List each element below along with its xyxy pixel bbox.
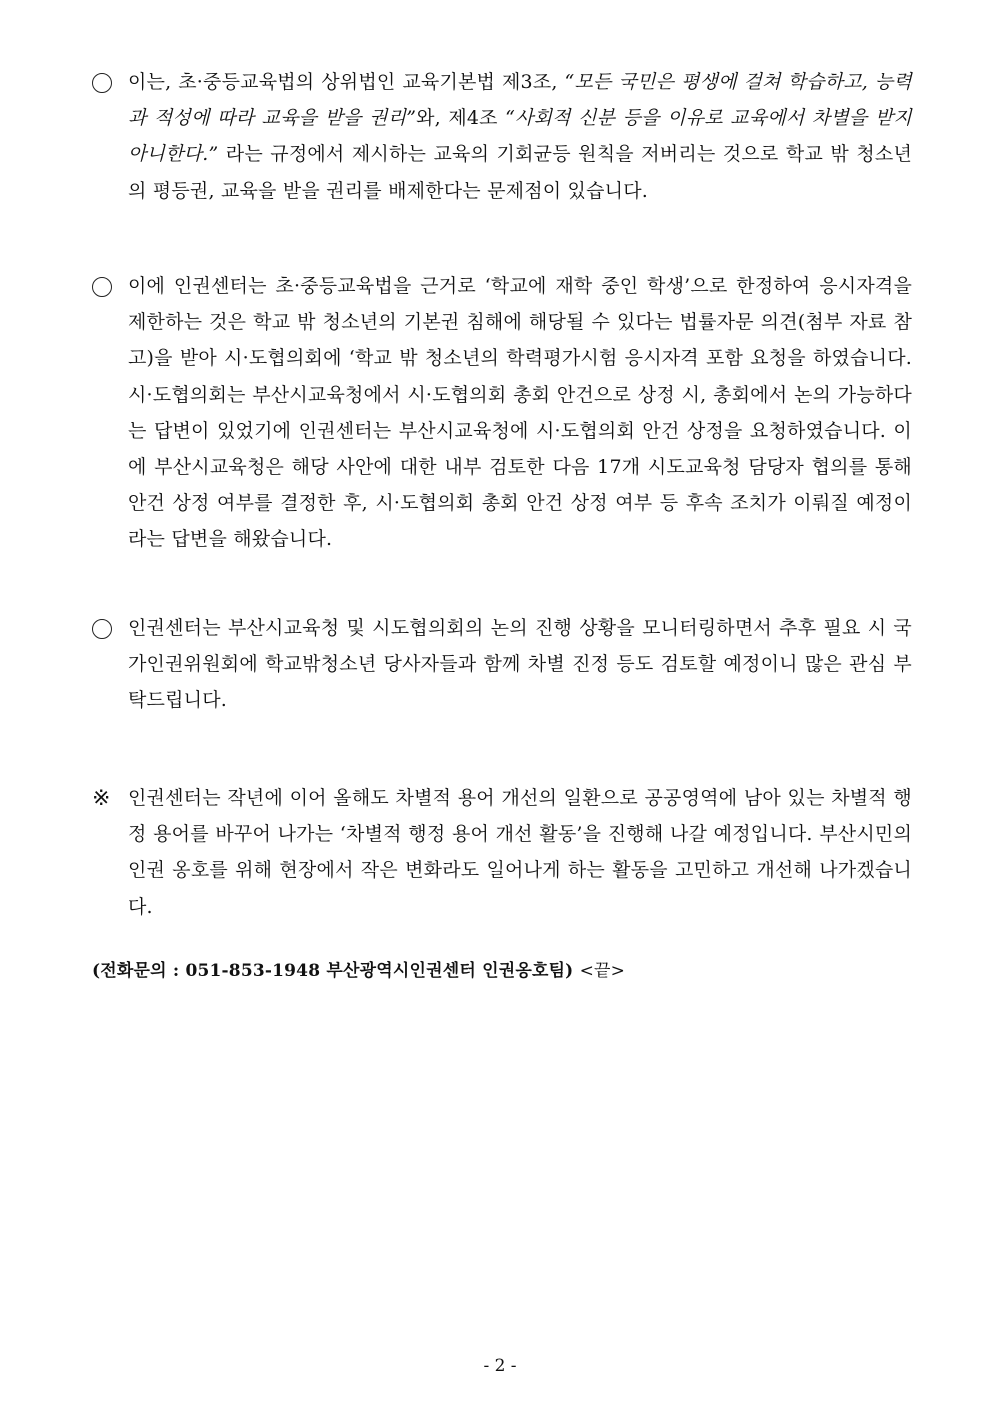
circle-bullet-icon bbox=[92, 269, 112, 309]
contact-line bbox=[92, 956, 625, 981]
quote-article-4: “사회적 신분 등을 이유로 교육에서 차별을 받지 아니한다.” bbox=[128, 107, 912, 166]
paragraph-1 bbox=[92, 64, 912, 209]
contact-text: (전화문의 : 051-853-1948 부산광역시인권센터 인권옹호팀) bbox=[92, 961, 574, 981]
paragraph-2-text: 이에 인권센터는 초·중등교육법을 근거로 ‘학교에 재학 중인 학생’으로 한정하여 응시자격을 제한하는 것은 학교 밖 청소년의 기본권 침해에 해당될 수 있다는 법률자문 의견(첨부 자료 참고)을 받아 시·도협의회에 ‘학교 밖 청소년의 학력평가시험 응시자격 포함 요청을 하였습니다. 시·도협의회는 부산시교육청에서 시·도협의회 총회 안건으로 상정 시, 총회에서 논의 가능하다는 답변이 있었기에 인권센터는 부산시교육청에 시·도협의회 안건 상정을 요청하였습니다. 이에 부산시교육청은 해당 사안에 대한 내부 검토한 다음 17개 시도교육청 담당자 협의를 통해 안건 상정 여부를 결정한 후, 시·도협의회 총회 안건 상정 여부 등 후속 조치가 이뤄질 예정이라는 답변을 해왔습니다. bbox=[128, 275, 912, 551]
end-mark: <끝> bbox=[579, 961, 626, 981]
circle-bullet-icon bbox=[92, 611, 112, 651]
paragraph-1-text bbox=[128, 64, 912, 209]
paragraph-2 bbox=[92, 268, 912, 558]
reference-mark-icon: ※ bbox=[92, 786, 111, 811]
paragraph-3-text: 인권센터는 부산시교육청 및 시도협의회의 논의 진행 상황을 모니터링하면서 추후 필요 시 국가인권위원회에 학교밖청소년 당사자들과 함께 차별 진정 등도 검토할 예정이니 많은 관심 부탁드립니다. bbox=[128, 617, 912, 712]
page-number: - 2 - bbox=[483, 1356, 517, 1376]
paragraph-1-text-part: 이는, 초·중등교육법의 상위법인 교육기본법 제3조, bbox=[128, 71, 565, 93]
paragraph-3 bbox=[92, 610, 912, 719]
circle-bullet-icon bbox=[92, 65, 112, 105]
quote-article-3: “모든 국민은 평생에 걸쳐 학습하고, 능력과 적성에 따라 교육을 받을 권리” bbox=[128, 71, 912, 130]
note-text: 인권센터는 작년에 이어 올해도 차별적 용어 개선의 일환으로 공공영역에 남아 있는 차별적 행정 용어를 바꾸어 나가는 ‘차별적 행정 용어 개선 활동’을 진행해 나갈 예정입니다. 부산시민의 인권 옹호를 위해 현장에서 작은 변화라도 일어나게 하는 활동을 고민하고 개선해 나가겠습니다. bbox=[128, 787, 912, 918]
paragraph-1-text-part: 라는 규정에서 제시하는 교육의 기회균등 원칙을 저버리는 것으로 학교 밖 청소년의 평등권, 교육을 받을 권리를 배제한다는 문제점이 있습니다. bbox=[128, 143, 912, 202]
paragraph-1-text-part: 와, 제4조 bbox=[416, 107, 506, 130]
note-paragraph bbox=[92, 780, 912, 925]
